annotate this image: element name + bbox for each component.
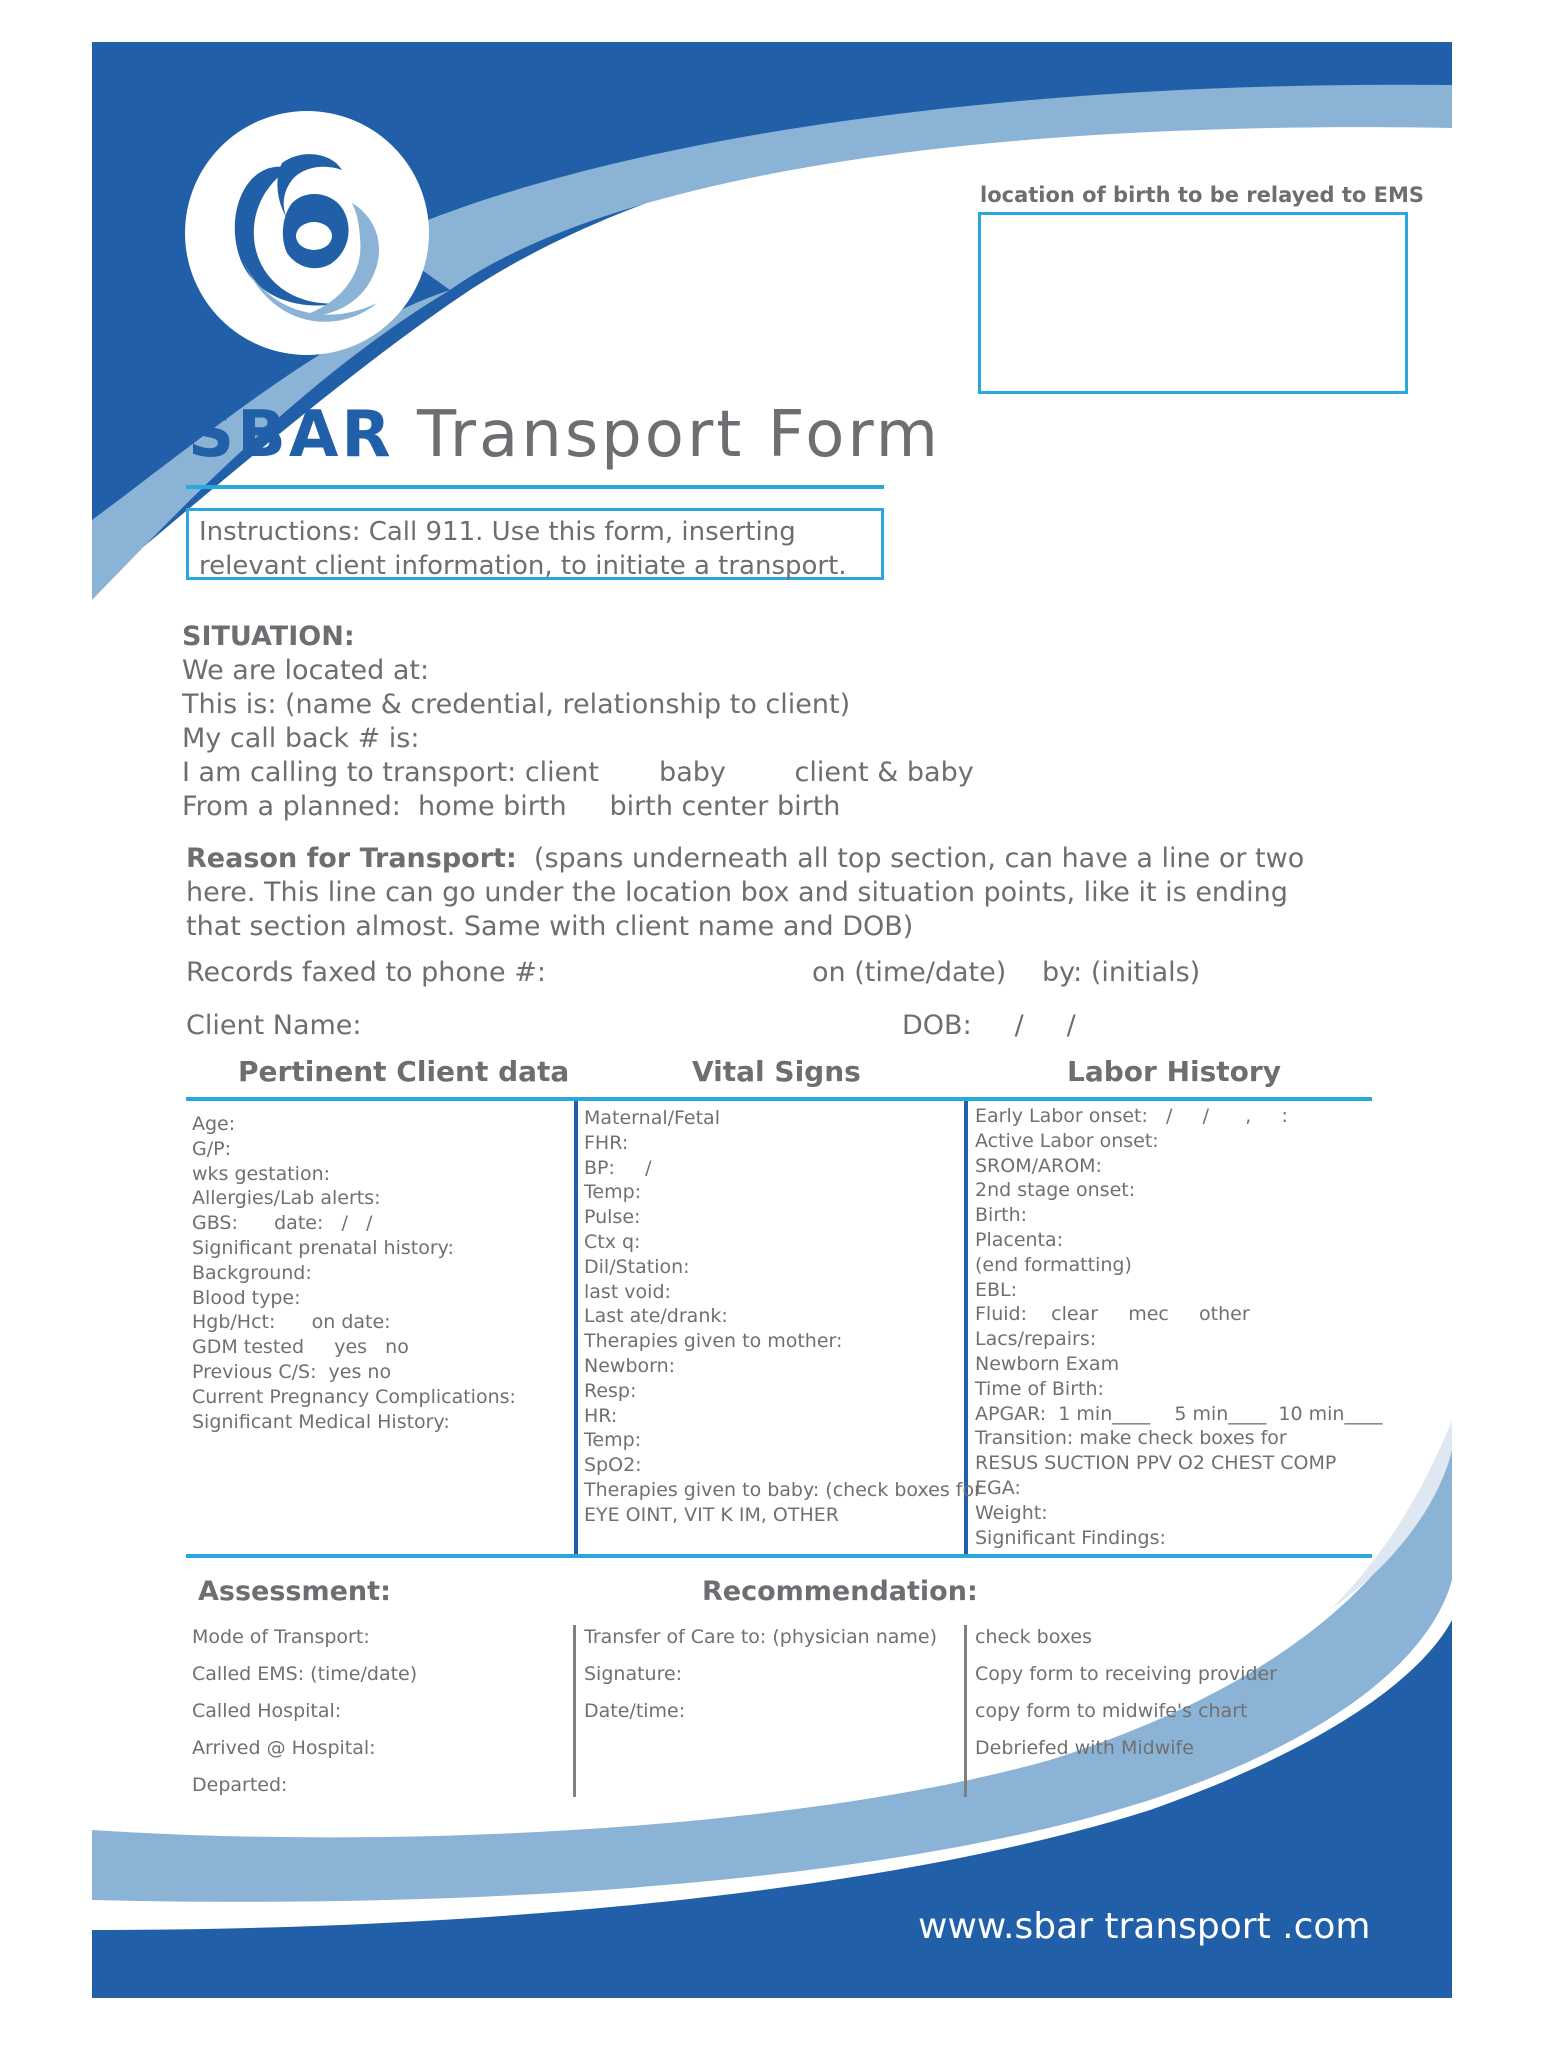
- list-item: RESUS SUCTION PPV O2 CHEST COMP: [975, 1452, 1337, 1475]
- assessment-heading: Assessment:: [198, 1576, 391, 1607]
- reason-label: Reason for Transport:: [186, 843, 517, 874]
- list-item: Age:: [192, 1113, 236, 1135]
- list-item: Date/time:: [584, 1700, 686, 1722]
- list-item: Pulse:: [584, 1206, 641, 1229]
- list-item: Fluid: clear mec other: [975, 1303, 1250, 1326]
- list-item: Background:: [192, 1261, 312, 1284]
- mother-baby-logo-icon: [182, 108, 432, 358]
- recommendation-heading: Recommendation:: [702, 1576, 978, 1607]
- title-sbar: SBAR: [188, 398, 394, 472]
- reason-text: (spans underneath all top section, can have a line or two here. This line can go under the location box and situation points, like it is ending that section almost. Same with client name and DOB): [186, 843, 1305, 942]
- list-item: SROM/AROM:: [975, 1154, 1102, 1177]
- table-bottom-rule: [186, 1554, 1372, 1558]
- location-label: location of birth to be relayed to EMS: [980, 183, 1425, 207]
- list-item: Allergies/Lab alerts:: [192, 1187, 381, 1210]
- list-item: EYE OINT, VIT K IM, OTHER: [584, 1503, 839, 1526]
- bottom-divider: [964, 1625, 967, 1797]
- list-item: Called EMS: (time/date): [192, 1663, 418, 1685]
- assessment-column: [192, 1619, 417, 1804]
- list-item: Copy form to receiving provider: [975, 1663, 1278, 1685]
- list-item: Temp:: [584, 1181, 642, 1204]
- list-item: APGAR: 1 min____ 5 min____ 10 min____: [975, 1402, 1383, 1425]
- list-item: Therapies given to baby: (check boxes for: [584, 1478, 982, 1501]
- list-item: Lacs/repairs:: [975, 1328, 1097, 1351]
- list-item: BP: /: [584, 1156, 652, 1179]
- checklist-column: [975, 1619, 1277, 1767]
- list-item: Blood type:: [192, 1286, 301, 1309]
- list-item: copy form to midwife's chart: [975, 1700, 1248, 1722]
- instructions-box: Instructions: Call 911. Use this form, inserting relevant client information, to initiate a transport.: [186, 508, 884, 580]
- list-item: Early Labor onset: / / , :: [975, 1105, 1288, 1127]
- title-underline: [186, 485, 884, 489]
- bottom-divider: [573, 1625, 576, 1797]
- header-labor: Labor History: [1067, 1055, 1281, 1088]
- title-rest: Transport Form: [417, 398, 941, 472]
- list-item: Newborn Exam: [975, 1352, 1120, 1375]
- list-item: GBS: date: / /: [192, 1212, 373, 1235]
- records-on-label: on (time/date): [812, 957, 1007, 988]
- list-item: (end formatting): [975, 1253, 1132, 1276]
- situation-line: From a planned: home birth birth center birth: [182, 791, 841, 822]
- table-divider: [574, 1101, 578, 1554]
- list-item: Newborn:: [584, 1354, 676, 1377]
- list-item: Active Labor onset:: [975, 1129, 1159, 1152]
- situation-line: My call back # is:: [182, 723, 420, 754]
- list-item: Signature:: [584, 1663, 683, 1685]
- list-item: Transition: make check boxes for: [975, 1427, 1287, 1450]
- list-item: Mode of Transport:: [192, 1626, 370, 1648]
- records-faxed-label: Records faxed to phone #:: [186, 957, 546, 988]
- location-box[interactable]: [978, 212, 1408, 394]
- list-item: Debriefed with Midwife: [975, 1737, 1194, 1759]
- list-item: Birth:: [975, 1204, 1028, 1227]
- situation-section: [182, 620, 974, 824]
- list-item: Significant prenatal history:: [192, 1236, 454, 1259]
- list-item: GDM tested yes no: [192, 1336, 409, 1359]
- header-pertinent: Pertinent Client data: [238, 1055, 570, 1088]
- list-item: SpO2:: [584, 1454, 642, 1477]
- list-item: Therapies given to mother:: [584, 1330, 843, 1353]
- list-item: EBL:: [975, 1278, 1018, 1301]
- reason-for-transport: [186, 842, 1346, 944]
- situation-heading: SITUATION:: [182, 621, 355, 652]
- list-item: Maternal/Fetal: [584, 1107, 720, 1129]
- list-item: Transfer of Care to: (physician name): [584, 1626, 938, 1648]
- list-item: Current Pregnancy Complications:: [192, 1385, 516, 1408]
- list-item: last void:: [584, 1280, 671, 1303]
- list-item: Called Hospital:: [192, 1700, 342, 1722]
- list-item: Departed:: [192, 1774, 288, 1796]
- client-name-label: Client Name:: [186, 1010, 362, 1041]
- table-top-rule: [186, 1097, 1372, 1101]
- list-item: Resp:: [584, 1379, 637, 1402]
- list-item: Last ate/drank:: [584, 1305, 728, 1328]
- list-item: Time of Birth:: [975, 1377, 1104, 1400]
- list-item: Placenta:: [975, 1228, 1064, 1251]
- situation-line: We are located at:: [182, 655, 430, 686]
- list-item: wks gestation:: [192, 1162, 331, 1185]
- list-item: Previous C/S: yes no: [192, 1360, 392, 1383]
- client-dob-label: DOB: / /: [902, 1010, 1076, 1041]
- list-item: Arrived @ Hospital:: [192, 1737, 376, 1759]
- records-by-label: by: (initials): [1042, 957, 1201, 988]
- list-item: Temp:: [584, 1429, 642, 1452]
- list-item: Significant Findings:: [975, 1526, 1166, 1549]
- list-item: Ctx q:: [584, 1230, 641, 1253]
- list-item: 2nd stage onset:: [975, 1179, 1136, 1202]
- list-item: HR:: [584, 1404, 618, 1427]
- list-item: G/P:: [192, 1137, 231, 1160]
- list-item: check boxes: [975, 1626, 1093, 1648]
- list-item: Hgb/Hct: on date:: [192, 1311, 391, 1334]
- header-vitals: Vital Signs: [692, 1055, 861, 1088]
- labor-column: [975, 1104, 1382, 1550]
- list-item: FHR:: [584, 1131, 629, 1154]
- list-item: EGA:: [975, 1476, 1021, 1499]
- vitals-column: [584, 1106, 982, 1528]
- list-item: Significant Medical History:: [192, 1410, 450, 1433]
- situation-line: I am calling to transport: client baby client & baby: [182, 757, 974, 788]
- footer-url[interactable]: www.sbar transport .com: [918, 1906, 1371, 1947]
- situation-line: This is: (name & credential, relationship to client): [182, 689, 851, 720]
- list-item: Dil/Station:: [584, 1255, 690, 1278]
- page-title: [188, 398, 941, 472]
- list-item: Weight:: [975, 1501, 1048, 1524]
- pertinent-column: [192, 1112, 516, 1434]
- recommendation-column: [584, 1619, 937, 1730]
